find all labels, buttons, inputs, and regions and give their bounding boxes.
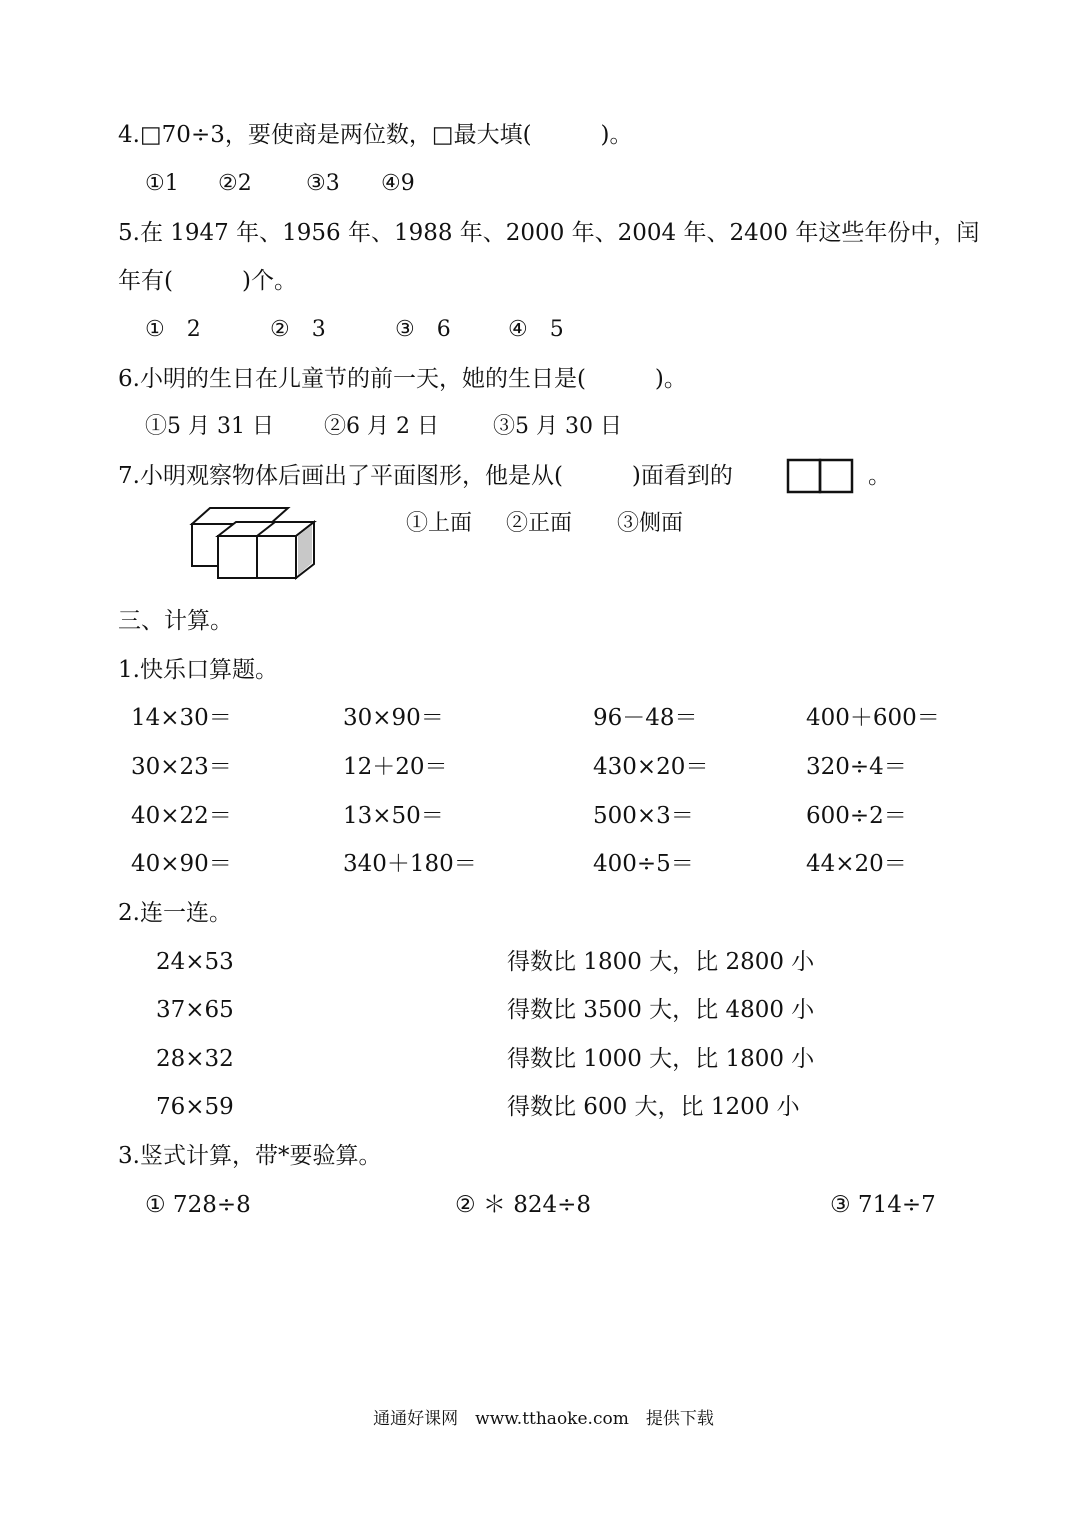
q6-option-3: ③5 月 30 日 bbox=[493, 414, 622, 439]
q4-option-4: ④9 bbox=[381, 171, 415, 196]
section-heading: 三、计算。 bbox=[118, 608, 233, 634]
match-left-item: 24×53 bbox=[156, 949, 234, 975]
two-squares-plan-view bbox=[786, 458, 854, 494]
oral-calc-item: 14×30＝ bbox=[131, 705, 232, 731]
q4-text: 4.□70÷3，要使商是两位数，□最大填( )。 bbox=[118, 122, 633, 148]
q7-option-1: ①上面 bbox=[406, 511, 473, 536]
q5-text-line2: 年有( )个。 bbox=[118, 268, 297, 294]
oral-calc-item: 340＋180＝ bbox=[343, 851, 477, 877]
oral-calc-item: 600÷2＝ bbox=[806, 803, 907, 829]
q4-option-2: ②2 bbox=[218, 171, 252, 196]
oral-calc-item: 30×90＝ bbox=[343, 705, 444, 731]
q6-text: 6.小明的生日在儿童节的前一天，她的生日是( )。 bbox=[118, 366, 687, 392]
problem-3-title: 3.竖式计算，带*要验算。 bbox=[118, 1143, 382, 1169]
oral-calc-item: 96－48＝ bbox=[593, 705, 698, 731]
q5-option-4: ④ 5 bbox=[508, 317, 564, 342]
oral-calc-item: 30×23＝ bbox=[131, 754, 232, 780]
match-left-item: 28×32 bbox=[156, 1046, 234, 1072]
oral-calc-item: 400＋600＝ bbox=[806, 705, 940, 731]
page-footer: 通通好课网 www.tthaoke.com 提供下载 bbox=[373, 1409, 714, 1429]
q5-option-2: ② 3 bbox=[270, 317, 326, 342]
match-right-item: 得数比 1000 大，比 1800 小 bbox=[507, 1046, 815, 1072]
oral-calc-item: 13×50＝ bbox=[343, 803, 444, 829]
q7-option-3: ③侧面 bbox=[617, 511, 684, 536]
q4-option-3: ③3 bbox=[306, 171, 340, 196]
stacked-cubes-figure bbox=[188, 502, 320, 586]
oral-calc-item: 400÷5＝ bbox=[593, 851, 694, 877]
oral-calc-item: 12＋20＝ bbox=[343, 754, 448, 780]
match-right-item: 得数比 600 大，比 1200 小 bbox=[507, 1094, 800, 1120]
q4-option-1: ①1 bbox=[145, 171, 179, 196]
oral-calc-item: 44×20＝ bbox=[806, 851, 907, 877]
oral-calc-item: 500×3＝ bbox=[593, 803, 694, 829]
problem-2-title: 2.连一连。 bbox=[118, 900, 232, 926]
column-calc-item-3: ③ 714÷7 bbox=[830, 1192, 936, 1218]
problem-1-title: 1.快乐口算题。 bbox=[118, 657, 278, 683]
q7-text: 7.小明观察物体后画出了平面图形，他是从( )面看到的 bbox=[118, 463, 733, 489]
column-calc-item-1: ① 728÷8 bbox=[145, 1192, 251, 1218]
q6-option-2: ②6 月 2 日 bbox=[324, 414, 439, 439]
q5-text-line1: 5.在 1947 年、1956 年、1988 年、2000 年、2004 年、2400 年这些年份中，闰 bbox=[118, 220, 980, 246]
oral-calc-item: 40×22＝ bbox=[131, 803, 232, 829]
match-right-item: 得数比 1800 大，比 2800 小 bbox=[507, 949, 815, 975]
oral-calc-item: 320÷4＝ bbox=[806, 754, 907, 780]
oral-calc-item: 430×20＝ bbox=[593, 754, 709, 780]
q7-end-mark: 。 bbox=[868, 463, 891, 489]
match-left-item: 37×65 bbox=[156, 997, 234, 1023]
q6-option-1: ①5 月 31 日 bbox=[145, 414, 274, 439]
q7-option-2: ②正面 bbox=[506, 511, 573, 536]
q5-option-3: ③ 6 bbox=[395, 317, 451, 342]
column-calc-item-2: ② ＊ 824÷8 bbox=[455, 1192, 592, 1218]
match-right-item: 得数比 3500 大，比 4800 小 bbox=[507, 997, 815, 1023]
match-left-item: 76×59 bbox=[156, 1094, 234, 1120]
q5-option-1: ① 2 bbox=[145, 317, 201, 342]
oral-calc-item: 40×90＝ bbox=[131, 851, 232, 877]
